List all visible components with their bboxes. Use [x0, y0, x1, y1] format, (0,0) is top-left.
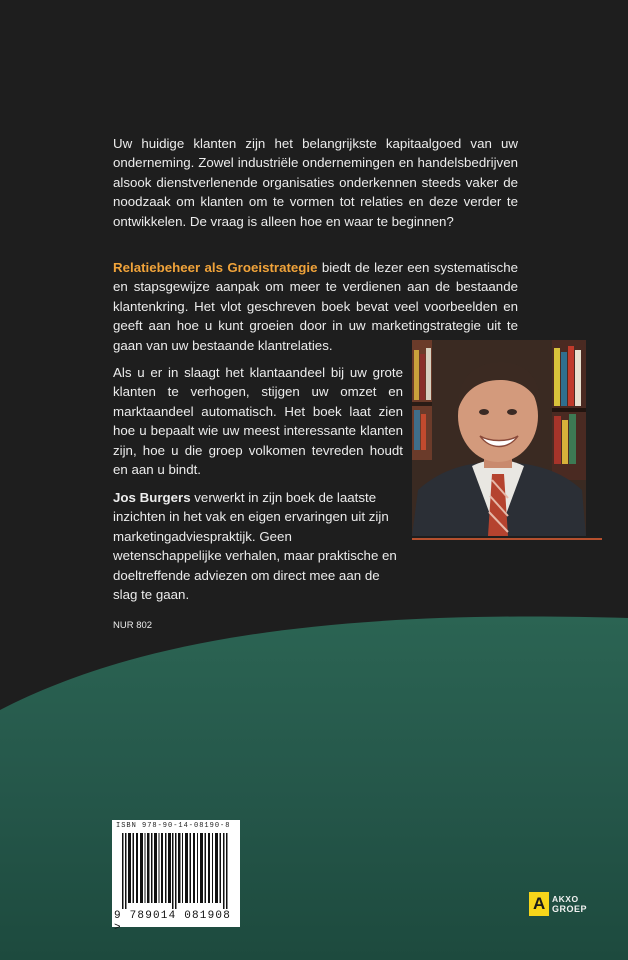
publisher-logo	[529, 892, 589, 916]
isbn-label: ISBN 978-90-14-08190-8	[116, 822, 231, 830]
publisher-name-line2: GROEP	[552, 904, 588, 914]
benefits-paragraph: Als u er in slaagt het klantaandeel bij uw grote klanten te verhogen, stijgen uw omzet en marktaandeel automatisch. Het boek laat zien hoe u bepaalt wie uw meest interessante klanten zijn, hoe u die groep volkomen tevreden houdt en aan u bindt.	[113, 365, 403, 478]
publisher-name-line1: AKXO	[552, 894, 579, 904]
book-title-highlight: Relatiebeheer als Groeistrategie	[113, 260, 318, 275]
author-photo	[412, 340, 586, 536]
accent-rule	[412, 538, 602, 540]
barcode-digits: 9 789014 081908 >	[114, 910, 232, 934]
author-name: Jos Burgers	[113, 490, 191, 505]
isbn-barcode	[112, 820, 240, 934]
author-paragraph	[113, 488, 403, 604]
publisher-logo-letter: A	[533, 894, 546, 913]
intro-paragraph: Uw huidige klanten zijn het belangrijkste kapitaalgoed van uw onderneming. Zowel industriële ondernemingen en handelsbedrijven alsook dienstverlenende organisaties onderkennen steeds vaker de noodzaak om klanten om te vormen tot relaties en deze verder te ontwikkelen. De vraag is alleen hoe en waar te beginnen?	[113, 136, 518, 229]
publisher-logo-mark	[529, 892, 549, 916]
barcode-bars	[122, 833, 230, 909]
author-paragraph-text: verwerkt in zijn boek de laatste inzichten in het vak en eigen ervaringen uit zijn marketingadviespraktijk. Geen wetenschappelijke verhalen, maar praktische en doeltreffende adviezen om direct mee aan de slag te gaan.	[113, 490, 397, 603]
book-description-text: biedt de lezer een systematische en stapsgewijze aanpak om meer te verdienen aan de bestaande klantenkring. Het vlot geschreven boek bevat veel voorbeelden en geeft aan hoe u kunt groeien door in uw marketingstrategie uit te gaan van uw bestaande klantrelaties.	[113, 260, 518, 353]
nur-code: NUR 802	[113, 620, 153, 631]
